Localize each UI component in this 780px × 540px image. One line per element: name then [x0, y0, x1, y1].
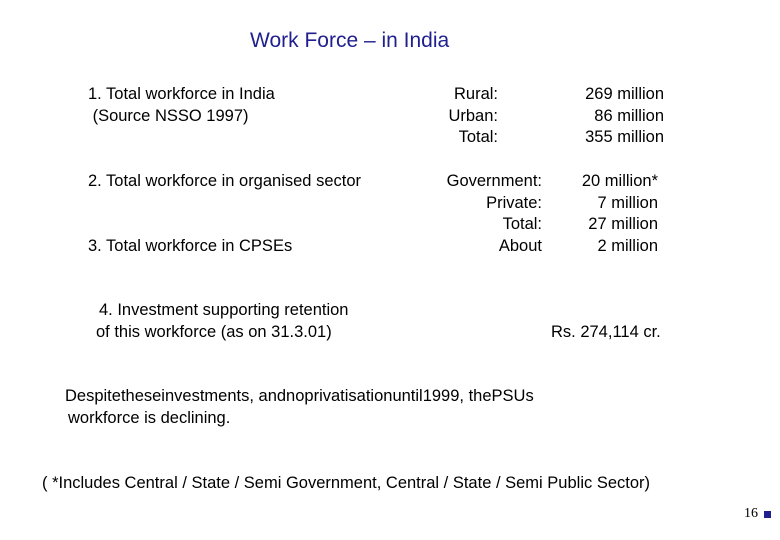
total-value: 27 million	[588, 215, 658, 233]
item-1-breakdown-labels	[430, 84, 498, 149]
item-4-line-2: of this workforce (as on 31.3.01)	[96, 322, 332, 341]
statement	[65, 386, 534, 429]
footnote: ( *Includes Central / State / Semi Government, Central / State / Semi Public Sector)	[42, 474, 651, 492]
statement-line-2: workforce is declining.	[68, 408, 231, 427]
item-3-label: 3. Total workforce in CPSEs	[88, 237, 293, 255]
urban-value: 86 million	[594, 106, 664, 125]
private-label: Private:	[486, 193, 542, 212]
item-1-label	[88, 84, 275, 127]
about-value: 2 million	[597, 236, 658, 255]
government-label: Government:	[446, 172, 542, 190]
rural-label: Rural:	[453, 85, 498, 103]
item-1-breakdown-values	[566, 84, 664, 149]
item-4-line-1: 4. Investment supporting retention	[99, 301, 349, 319]
item-1-line-2: (Source NSSO 1997)	[88, 106, 249, 125]
urban-label: Urban:	[448, 106, 498, 125]
statement-line-1: Despitetheseinvestments, andnoprivatisationuntil1999, thePSUs	[65, 387, 534, 405]
investment-value: Rs. 274,114 cr.	[551, 323, 661, 341]
total-label: Total:	[502, 215, 542, 233]
item-4-label	[96, 300, 348, 343]
item-1-line-1: 1. Total workforce in India	[88, 85, 275, 103]
government-value: 20 million*	[581, 172, 658, 190]
total-value: 355 million	[585, 128, 664, 146]
total-label: Total:	[458, 128, 498, 146]
square-bullet-icon	[764, 511, 771, 518]
private-value: 7 million	[597, 193, 658, 212]
page-number: 16	[744, 506, 758, 521]
item-2-breakdown-labels	[430, 171, 542, 257]
rural-value: 269 million	[585, 85, 664, 103]
about-label: About	[498, 236, 542, 255]
slide-title: Work Force – in India	[250, 29, 450, 52]
item-2-breakdown-values	[566, 171, 658, 257]
item-2-label: 2. Total workforce in organised sector	[88, 172, 361, 190]
